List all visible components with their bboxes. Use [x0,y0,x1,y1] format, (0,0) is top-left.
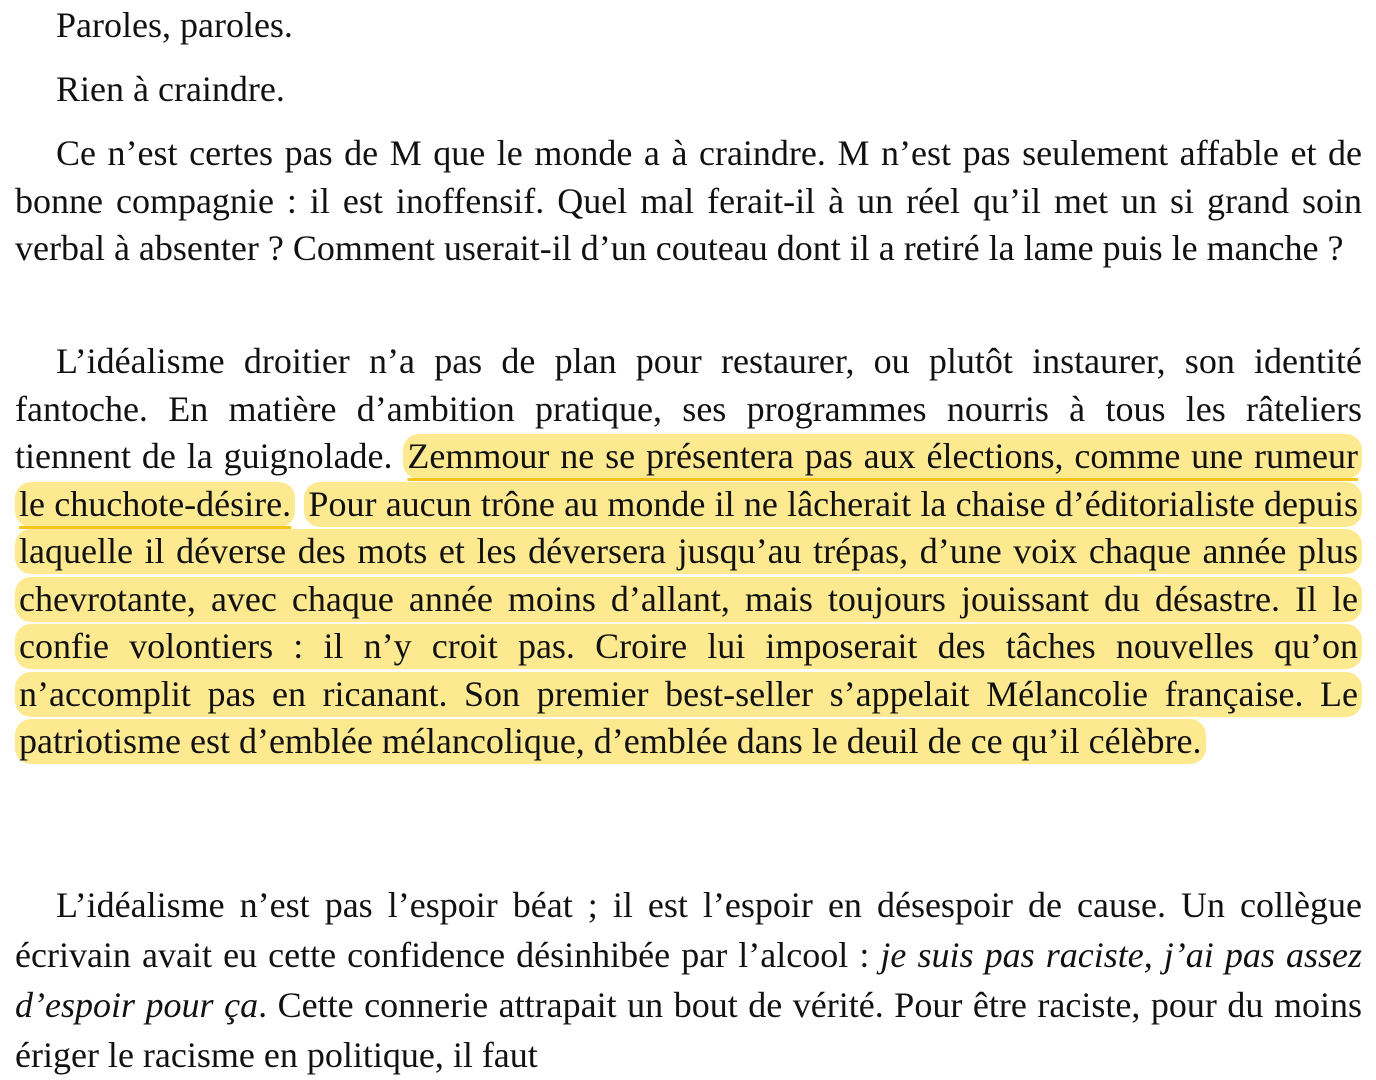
paragraph-1 [15,2,1362,50]
paragraph-3-text[interactable]: Ce n’est certes pas de M que le monde a à craindre. M n’est pas seulement affable et de bonne compagnie : il est inoffensif. Quel mal ferait-il à un réel qu’il met un si grand soin verbal à absenter ? Comment userait-il d’un couteau dont il a retiré la lame puis le manche ? [15,133,1362,268]
paragraph-5-italic-quote[interactable]: je suis pas raciste, j’ai pas assez d’espoir pour ça [15,935,1362,1025]
paragraph-2 [15,66,1362,114]
paragraph-2-text[interactable]: Rien à craindre. [56,69,285,109]
highlight-annotation[interactable]: Pour aucun trône au monde il ne lâcherait la chaise d’éditorialiste depuis laquelle il déverse des mots et les déversera jusqu’au trépas, d’une voix chaque année plus chevrotante, avec chaque année moins d’allant, mais toujours jouissant du désastre. Il le confie volontiers : il n’y croit pas. Croire lui imposerait des tâches nouvelles qu’on n’accomplit pas en ricanant. Son premier best-seller s’appelait Mélancolie française. Le patriotisme est d’emblée mélancolique, d’emblée dans le deuil de ce qu’il célèbre. [15,482,1362,765]
paragraph-5 [15,880,1362,1080]
paragraph-4-text-before[interactable]: L’idéalisme droitier n’a pas de plan pour restaurer, ou plutôt instaurer, son identité fantoche. En matière d’ambition pratique, ses programmes nourris à tous les râteliers tiennent de la guignolade. [15,341,1362,476]
paragraph-1-text[interactable]: Paroles, paroles. [56,5,293,45]
reader-page [15,0,1362,1075]
paragraph-4 [15,338,1362,766]
paragraph-5-text-before[interactable]: L’idéalisme n’est pas l’espoir béat ; il est l’espoir en désespoir de cause. Un collègue écrivain avait eu cette confidence désinhibée par l’alcool : [15,885,1362,975]
highlight-annotation-underlined[interactable]: Zemmour ne se présentera pas aux élections, comme une rumeur le chuchote-désire. [15,434,1362,527]
paragraph-3 [15,130,1362,273]
paragraph-5-text-after[interactable]: . Cette connerie attrapait un bout de vérité. Pour être raciste, pour du moins ériger le racisme en politique, il faut [15,985,1362,1075]
